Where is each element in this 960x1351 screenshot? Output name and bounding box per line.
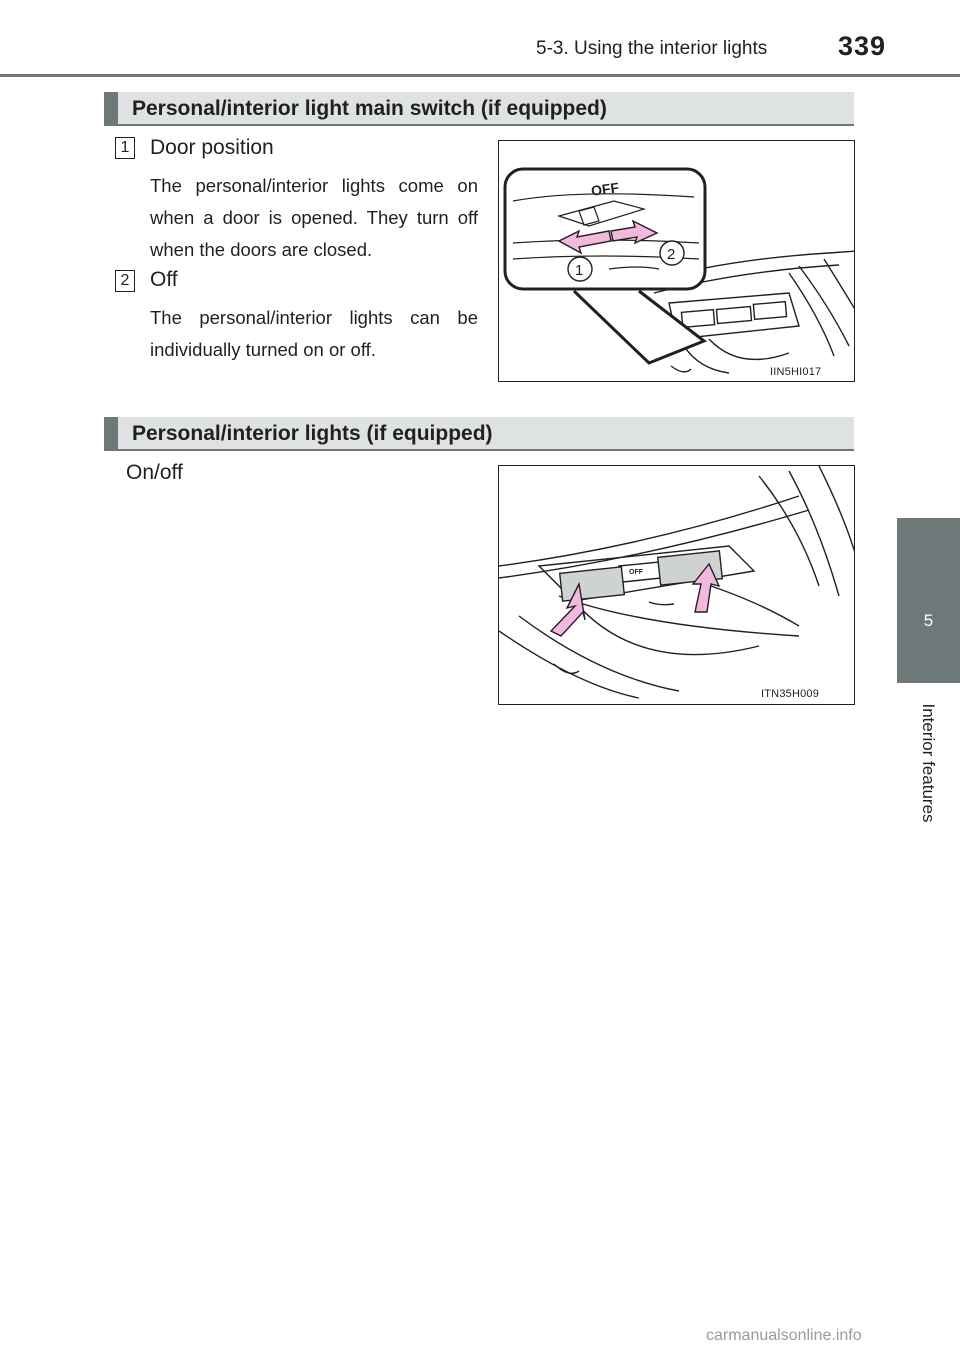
section-heading-lights <box>104 417 854 451</box>
chapter-number: 5 <box>923 611 934 630</box>
figure-code: IIN5HI017 <box>770 366 822 378</box>
running-header-section: 5-3. Using the interior lights <box>536 38 768 59</box>
chapter-label: Interior features <box>919 703 938 823</box>
figure-main-switch <box>498 140 855 382</box>
item-title-off: Off <box>150 268 178 291</box>
figure-code: ITN35H009 <box>761 688 820 700</box>
watermark: carmanualsonline.info <box>706 1327 862 1344</box>
item-number-2: 2 <box>115 270 135 292</box>
on-off-text: On/off <box>126 461 183 484</box>
callout-1-label: 1 <box>575 262 584 279</box>
section-title: Personal/interior light main switch (if equipped) <box>132 97 607 120</box>
page-number: 339 <box>838 31 887 61</box>
item-title-door-position: Door position <box>150 136 274 159</box>
callout-2-label: 2 <box>667 246 676 263</box>
personal-lights-illustration <box>499 466 855 705</box>
switch-off-label: OFF <box>590 179 620 199</box>
section-title: Personal/interior lights (if equipped) <box>132 422 493 445</box>
chapter-tab[interactable] <box>897 518 960 683</box>
main-switch-illustration <box>499 141 855 382</box>
item-description-off: The personal/interior lights can be individually turned on or off. <box>150 307 478 360</box>
figure-personal-lights <box>498 465 855 705</box>
section-heading-main-switch <box>104 92 854 126</box>
item-number-1: 1 <box>115 137 135 159</box>
left-lamp <box>560 567 625 601</box>
switch-off-label: OFF <box>629 569 643 576</box>
item-description-door-position: The personal/interior lights come on when a door is opened. They turn off when the doors are closed. <box>150 175 478 260</box>
header-rule <box>0 74 960 77</box>
